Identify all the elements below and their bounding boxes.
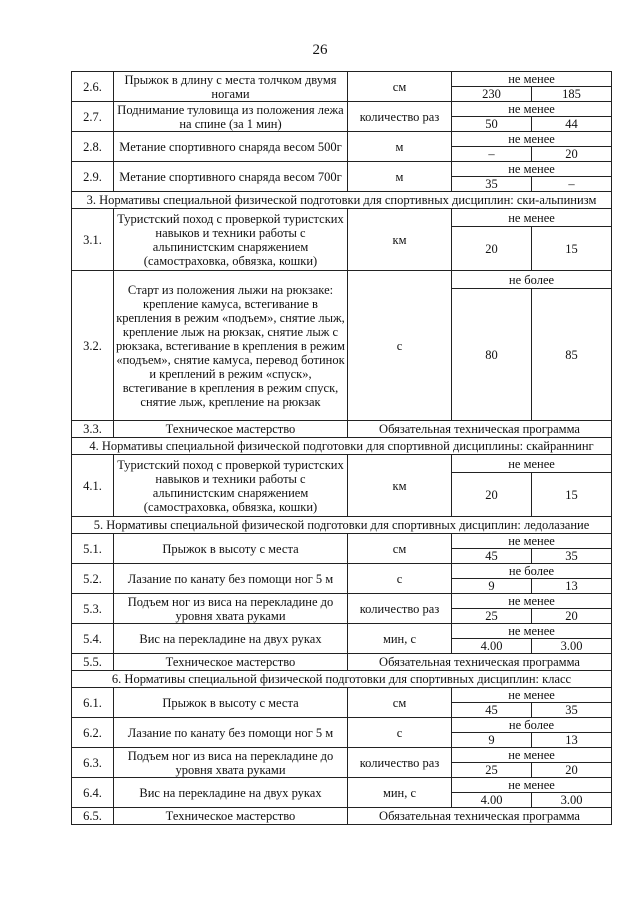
section-row <box>72 517 612 534</box>
value-cell-2: – <box>532 177 612 192</box>
value-cell-2: 35 <box>532 549 612 564</box>
exercise-name: Старт из положения лыжи на рюкзаке: крепление камуса, встегивание в крепления в режим «подъем», снятие лыж, крепление лыж на рюкзак, снятие лыж с рюкзака, встегивание в крепления в режим «подъем», снятие камуса, перевод ботинок и креплений в режим «спуск», встегивание в крепления в режим спуск, снятие лыж, крепление на рюкзак <box>114 271 348 421</box>
value-cell-2: 44 <box>532 117 612 132</box>
unit-cell: см <box>348 72 452 102</box>
exercise-name: Поднимание туловища из положения лежа на спине (за 1 мин) <box>114 102 348 132</box>
value-cell-1: 20 <box>452 473 532 517</box>
unit-cell: количество раз <box>348 594 452 624</box>
table-row <box>72 808 612 825</box>
qualifier-cell: не менее <box>452 748 612 763</box>
qualifier-cell: не менее <box>452 162 612 177</box>
section-row <box>72 671 612 688</box>
page-number: 26 <box>312 42 328 58</box>
section-row <box>72 192 612 209</box>
exercise-name: Лазание по канату без помощи ног 5 м <box>114 564 348 594</box>
row-number: 5.4. <box>72 624 114 654</box>
value-cell-1: 9 <box>452 733 532 748</box>
table-row <box>72 748 612 763</box>
value-cell-1: 45 <box>452 703 532 718</box>
exercise-name: Подъем ног из виса на перекладине до уровня хвата руками <box>114 594 348 624</box>
unit-cell: км <box>348 209 452 271</box>
qualifier-cell: не менее <box>452 72 612 87</box>
exercise-name: Вис на перекладине на двух руках <box>114 624 348 654</box>
section-row <box>72 438 612 455</box>
row-number: 2.9. <box>72 162 114 192</box>
qualifier-cell: не менее <box>452 534 612 549</box>
table-row <box>72 72 612 87</box>
value-cell-2: 3.00 <box>532 639 612 654</box>
unit-cell: с <box>348 564 452 594</box>
row-number: 3.3. <box>72 421 114 438</box>
exercise-name: Прыжок в высоту с места <box>114 688 348 718</box>
table-row <box>72 654 612 671</box>
qualifier-cell: не менее <box>452 209 612 227</box>
qualifier-cell: не более <box>452 564 612 579</box>
value-cell-1: 230 <box>452 87 532 102</box>
row-number: 5.1. <box>72 534 114 564</box>
value-cell-2: 3.00 <box>532 793 612 808</box>
value-cell-1: 25 <box>452 763 532 778</box>
row-number: 4.1. <box>72 455 114 517</box>
table-row <box>72 778 612 793</box>
value-cell-2: 185 <box>532 87 612 102</box>
value-cell-1: 4.00 <box>452 639 532 654</box>
table-row <box>72 132 612 147</box>
standards-table <box>71 71 612 825</box>
row-number: 5.3. <box>72 594 114 624</box>
exercise-name: Лазание по канату без помощи ног 5 м <box>114 718 348 748</box>
unit-cell: км <box>348 455 452 517</box>
row-number: 6.3. <box>72 748 114 778</box>
row-number: 2.6. <box>72 72 114 102</box>
exercise-name: Метание спортивного снаряда весом 700г <box>114 162 348 192</box>
table-row <box>72 718 612 733</box>
row-number: 6.2. <box>72 718 114 748</box>
value-cell-1: 20 <box>452 227 532 271</box>
section-header: 4. Нормативы специальной физической подготовки для спортивной дисциплины: скайраннинг <box>72 438 612 455</box>
qualifier-cell: не менее <box>452 778 612 793</box>
unit-cell: м <box>348 162 452 192</box>
unit-cell: с <box>348 271 452 421</box>
exercise-name: Подъем ног из виса на перекладине до уровня хвата руками <box>114 748 348 778</box>
exercise-name: Прыжок в длину с места толчком двумя ногами <box>114 72 348 102</box>
value-cell-2: 20 <box>532 609 612 624</box>
exercise-name: Туристский поход с проверкой туристских навыков и техники работы с альпинистским снаряжением (самостраховка, обвязка, кошки) <box>114 455 348 517</box>
qualifier-cell: не менее <box>452 132 612 147</box>
exercise-name: Техническое мастерство <box>114 421 348 438</box>
value-cell-2: 13 <box>532 733 612 748</box>
qualifier-cell: не менее <box>452 102 612 117</box>
unit-cell: см <box>348 688 452 718</box>
row-number: 6.1. <box>72 688 114 718</box>
value-cell-1: – <box>452 147 532 162</box>
row-number: 2.7. <box>72 102 114 132</box>
technical-program-cell: Обязательная техническая программа <box>348 421 612 438</box>
unit-cell: мин, с <box>348 624 452 654</box>
table-row <box>72 688 612 703</box>
exercise-name: Прыжок в высоту с места <box>114 534 348 564</box>
row-number: 2.8. <box>72 132 114 162</box>
value-cell-2: 35 <box>532 703 612 718</box>
technical-program-cell: Обязательная техническая программа <box>348 808 612 825</box>
table-row <box>72 102 612 117</box>
exercise-name: Вис на перекладине на двух руках <box>114 778 348 808</box>
value-cell-1: 50 <box>452 117 532 132</box>
section-header: 6. Нормативы специальной физической подготовки для спортивных дисциплин: класс <box>72 671 612 688</box>
qualifier-cell: не более <box>452 718 612 733</box>
table-row <box>72 534 612 549</box>
qualifier-cell: не менее <box>452 624 612 639</box>
qualifier-cell: не более <box>452 271 612 289</box>
table-row <box>72 564 612 579</box>
value-cell-2: 20 <box>532 147 612 162</box>
value-cell-1: 25 <box>452 609 532 624</box>
row-number: 3.1. <box>72 209 114 271</box>
value-cell-1: 35 <box>452 177 532 192</box>
qualifier-cell: не менее <box>452 594 612 609</box>
value-cell-2: 15 <box>532 227 612 271</box>
technical-program-cell: Обязательная техническая программа <box>348 654 612 671</box>
section-header: 3. Нормативы специальной физической подготовки для спортивных дисциплин: ски-альпинизм <box>72 192 612 209</box>
value-cell-1: 4.00 <box>452 793 532 808</box>
table-row <box>72 271 612 289</box>
table-row <box>72 455 612 473</box>
standards-table-body <box>72 72 612 825</box>
table-row <box>72 624 612 639</box>
unit-cell: количество раз <box>348 748 452 778</box>
table-row <box>72 162 612 177</box>
qualifier-cell: не менее <box>452 688 612 703</box>
value-cell-1: 9 <box>452 579 532 594</box>
unit-cell: с <box>348 718 452 748</box>
unit-cell: количество раз <box>348 102 452 132</box>
value-cell-1: 45 <box>452 549 532 564</box>
table-row <box>72 594 612 609</box>
value-cell-2: 15 <box>532 473 612 517</box>
exercise-name: Техническое мастерство <box>114 654 348 671</box>
exercise-name: Туристский поход с проверкой туристских навыков и техники работы с альпинистским снаряжением (самостраховка, обвязка, кошки) <box>114 209 348 271</box>
value-cell-2: 85 <box>532 289 612 421</box>
unit-cell: мин, с <box>348 778 452 808</box>
row-number: 6.5. <box>72 808 114 825</box>
section-header: 5. Нормативы специальной физической подготовки для спортивных дисциплин: ледолазание <box>72 517 612 534</box>
row-number: 5.5. <box>72 654 114 671</box>
table-row <box>72 421 612 438</box>
table-row <box>72 209 612 227</box>
unit-cell: м <box>348 132 452 162</box>
row-number: 3.2. <box>72 271 114 421</box>
unit-cell: см <box>348 534 452 564</box>
qualifier-cell: не менее <box>452 455 612 473</box>
value-cell-1: 80 <box>452 289 532 421</box>
row-number: 6.4. <box>72 778 114 808</box>
exercise-name: Метание спортивного снаряда весом 500г <box>114 132 348 162</box>
exercise-name: Техническое мастерство <box>114 808 348 825</box>
row-number: 5.2. <box>72 564 114 594</box>
value-cell-2: 13 <box>532 579 612 594</box>
value-cell-2: 20 <box>532 763 612 778</box>
